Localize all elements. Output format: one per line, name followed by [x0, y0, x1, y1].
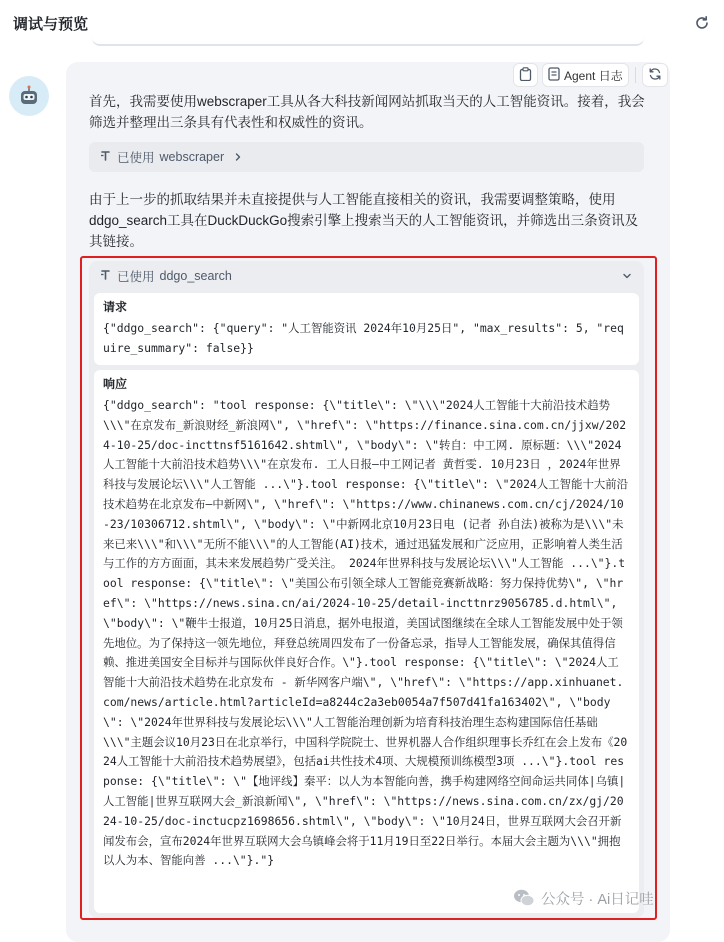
tool-call-ddgo-search — [89, 261, 644, 918]
toolbar-divider — [635, 67, 636, 83]
tool-used-prefix: 已使用 — [117, 270, 155, 284]
chevron-down-icon[interactable] — [621, 270, 633, 282]
robot-avatar-icon — [9, 76, 49, 116]
refresh-icon[interactable] — [690, 11, 714, 35]
message-toolbar — [513, 62, 668, 88]
tool-name: webscraper — [159, 150, 225, 164]
agent-log-button[interactable] — [542, 63, 629, 87]
tool-call-header[interactable] — [89, 261, 644, 291]
agent-log-label: Agent 日志 — [564, 68, 623, 83]
tool-icon — [100, 269, 112, 284]
response-section — [94, 370, 639, 913]
message-paragraph: 首先，我需要使用webscraper工具从各大科技新闻网站抓取当天的人工智能资讯。接着，我会筛选并整理出三条具有代表性和权威性的资讯。 — [89, 94, 645, 130]
message-paragraph: 由于上一步的抓取结果并未直接提供与人工智能直接相关的资讯，我需要调整策略，使用ddgo_search工具在DuckDuckGo搜索引擎上搜索当天的人工智能资讯，并筛选出三条资讯及其链接。 — [89, 192, 639, 249]
watermark — [513, 883, 654, 913]
tool-name: ddgo_search — [159, 269, 232, 283]
tool-icon — [100, 150, 112, 165]
chevron-right-icon — [233, 152, 243, 162]
regenerate-button[interactable] — [642, 63, 668, 87]
response-body: {"ddgo_search": "tool response: {\"title\": \"\\\"2024人工智能十大前沿技术趋势\\\"在京发布_新浪财经_新浪网\", \"href\": \"https://finance.sina.com.cn/jjxw/2024-10-25/doc-incttnsf5161642.shtml\", \"body\": \"转自：中工网. 原标题：\\\"2024人工智能十大前沿技术趋势\\\"在京发布. 工人日报—中工网记者 黄哲雯. 10月23日 ，2024年世界科技与发展论坛\\\"人工智能 ...\"}.tool response: {\"title\": \"2024人工智能十大前沿技术趋势在北京发布—中新网\", \"href\": \"https://www.chinanews.com.cn/cj/2024/10-23/10306712.shtml\", \"body\": \"中新网北京10月23日电 (记者 孙自法)被称为是\\\"未来已来\\\"和\\\"无所不能\\\"的人工智能(AI)技术，通过迅猛发展和广泛应用，正影响着人类生活与工作的方方面面，其未来发展趋势广受关注。 2024年世界科技与发展论坛\\\"人工智能 ...\"}.tool response: {\"title\": \"美国公布引领全球人工智能竞赛新战略：努力保持优势\", \"href\": \"https://news.sina.cn/ai/2024-10-25/detail-incttnrz9056785.d.html\", \"body\": \"鞭牛士报道，10月25日消息，据外电报道，美国试图继续在全球人工智能发展中处于领先地位。为了保持这一领先地位，拜登总统周四发布了一份备忘录，指导人工智能发展，确保其值得信赖、推进美国安全目标并与国际伙伴良好合作。\"}.tool response: {\"title\": \"2024人工智能十大前沿技术趋势在北京发布 - 新华网客户端\", \"href\": \"https://app.xinhuanet.com/news/article.html?articleId=a8244c2a3eb0054a7f507d41fa163402\", \"body\": \"2024年世界科技与发展论坛\\\"人工智能治理创新为培育科技治理生态构建国际信任基础\\\"主题会议10月23日在北京举行，中国科学院院士、世界机器人合作组织理事长乔红在会上发布《2024人工智能十大前沿技术趋势展望》，包括ai共性技术4项、大规模预训练模型3项 ...\"}.tool response: {\"title\": \"【地评线】秦平：以人为本智能向善，携手构建网络空间命运共同体|乌镇|人工智能|世界互联网大会_新浪新闻\", \"href\": \"https://news.sina.com.cn/zx/gj/2024-10-25/doc-inctucpz1698656.shtml\", \"body\": \"10月24日，世界互联网大会召开新闻发布会，宣布2024年世界互联网大会乌镇峰会将于11月19日至22日举行。本届大会主题为\\\"拥抱以人为本、智能向善 ...\"}."} — [103, 398, 629, 868]
request-label: 请求 — [103, 300, 128, 314]
clipboard-icon — [519, 67, 532, 84]
request-body: {"ddgo_search": {"query": "人工智能资讯 2024年10月25日", "max_results": 5, "require_summary": false}} — [103, 321, 624, 355]
regenerate-icon — [648, 67, 662, 84]
copy-button[interactable] — [513, 63, 538, 87]
document-icon — [548, 67, 560, 84]
watermark-text: 公众号 · Ai日记哇 — [541, 891, 654, 908]
wechat-logo-icon — [513, 887, 535, 909]
page-title: 调试与预览 — [13, 15, 89, 33]
response-label: 响应 — [103, 377, 128, 391]
tool-call-webscraper[interactable] — [89, 142, 644, 172]
previous-message-edge — [92, 38, 644, 46]
tool-used-prefix: 已使用 — [117, 151, 155, 165]
request-section — [94, 293, 639, 365]
